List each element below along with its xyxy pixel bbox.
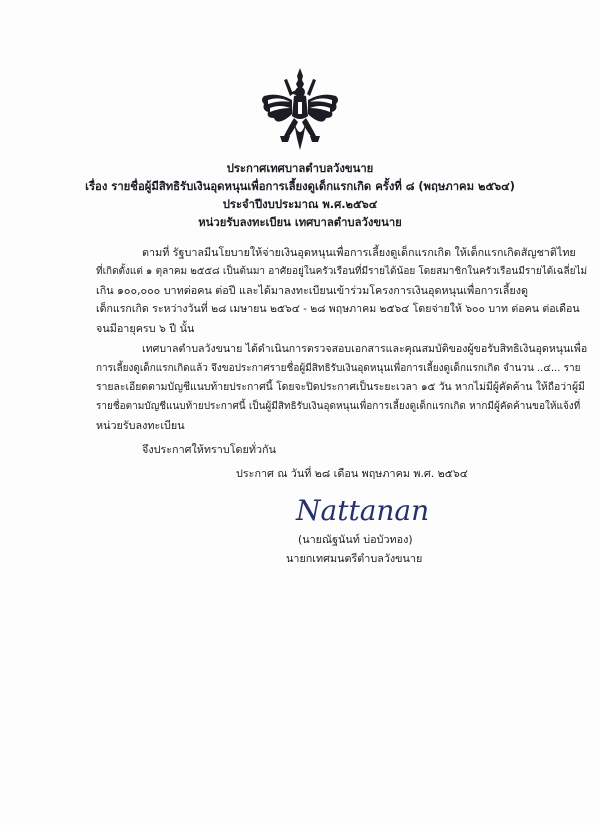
paragraph-2-line-2: การเลี้ยงดูเด็กแรกเกิดแล้ว จึงขอประกาศรายชื่อผู้มีสิทธิรับเงินอุดหนุนเพื่อการเลี้ยงดูเด็กแรกเกิด จำนวน ..๔... ราย <box>96 363 581 374</box>
signer-title: นายกเทศมนตรีตำบลวังขนาย <box>286 552 423 565</box>
date-line: ประกาศ ณ วันที่ ๒๘ เดือน พฤษภาคม พ.ศ. ๒๕๖๔ <box>236 467 468 480</box>
signature <box>292 486 454 532</box>
garuda-emblem-icon <box>258 66 342 154</box>
paragraph-1-line-5: จนมีอายุครบ ๖ ปี นั้น <box>96 322 195 335</box>
paragraph-1-line-2: ที่เกิดตั้งแต่ ๑ ตุลาคม ๒๕๕๘ เป็นต้นมา อาศัยอยู่ในครัวเรือนที่มีรายได้น้อย โดยสมาชิกในครัวเรือนมีรายได้เฉลี่ยไม่ <box>96 266 588 277</box>
paragraph-1-line-1: ตามที่ รัฐบาลมีนโยบายให้จ่ายเงินอุดหนุนเพื่อการเลี้ยงดูเด็กแรกเกิด ให้เด็กแรกเกิดสัญชาติไทย <box>142 246 576 259</box>
announcement-title: ประกาศเทศบาลตำบลวังขนาย <box>226 162 374 175</box>
paragraph-1-line-3: เกิน ๑๐๐,๐๐๐ บาทต่อคน ต่อปี และได้มาลงทะเบียนเข้าร่วมโครงการเงินอุดหนุนเพื่อการเลี้ยงดู <box>96 284 529 297</box>
fiscal-year-line: ประจำปีงบประมาณ พ.ศ.๒๕๖๔ <box>222 198 378 211</box>
paragraph-2-line-1: เทศบาลตำบลวังขนาย ได้ดำเนินการตรวจสอบเอกสารและคุณสมบัติของผู้ขอรับสิทธิเงินอุดหนุนเพื่อ <box>142 343 588 355</box>
signer-name: (นายณัฐนันท์ บ่อบัวทอง) <box>298 533 413 546</box>
paragraph-1-line-4: เด็กแรกเกิด ระหว่างวันที่ ๒๘ เมษายน ๒๕๖๔ - ๒๘ พฤษภาคม ๒๕๖๔ โดยจ่ายให้ ๖๐๐ บาท ต่อคน ต่อเดือน <box>96 303 580 315</box>
paragraph-2-line-4: รายชื่อตามบัญชีแนบท้ายประกาศนี้ เป็นผู้มีสิทธิรับเงินอุดหนุนเพื่อการเลี้ยงดูเด็กแรกเกิด หากมีผู้คัดค้านขอให้แจ้งที่ <box>96 401 581 412</box>
paragraph-2-line-5: หน่วยรับลงทะเบียน <box>96 419 185 432</box>
announcement-subject: เรื่อง รายชื่อผู้มีสิทธิรับเงินอุดหนุนเพื่อการเลี้ยงดูเด็กแรกเกิด ครั้งที่ ๘ (พฤษภาคม ๒๕๖๔) <box>85 180 515 193</box>
paragraph-2-line-3: รายละเอียดตามบัญชีแนบท้ายประกาศนี้ โดยจะปิดประกาศเป็นระยะเวลา ๑๕ วัน หากไม่มีผู้คัดค้าน ให้ถือว่าผู้มี <box>96 381 585 393</box>
registration-unit-line: หน่วยรับลงทะเบียน เทศบาลตำบลวังขนาย <box>198 216 402 229</box>
signature-text: Nattanan <box>296 494 430 527</box>
closing-line: จึงประกาศให้ทราบโดยทั่วกัน <box>142 443 276 456</box>
